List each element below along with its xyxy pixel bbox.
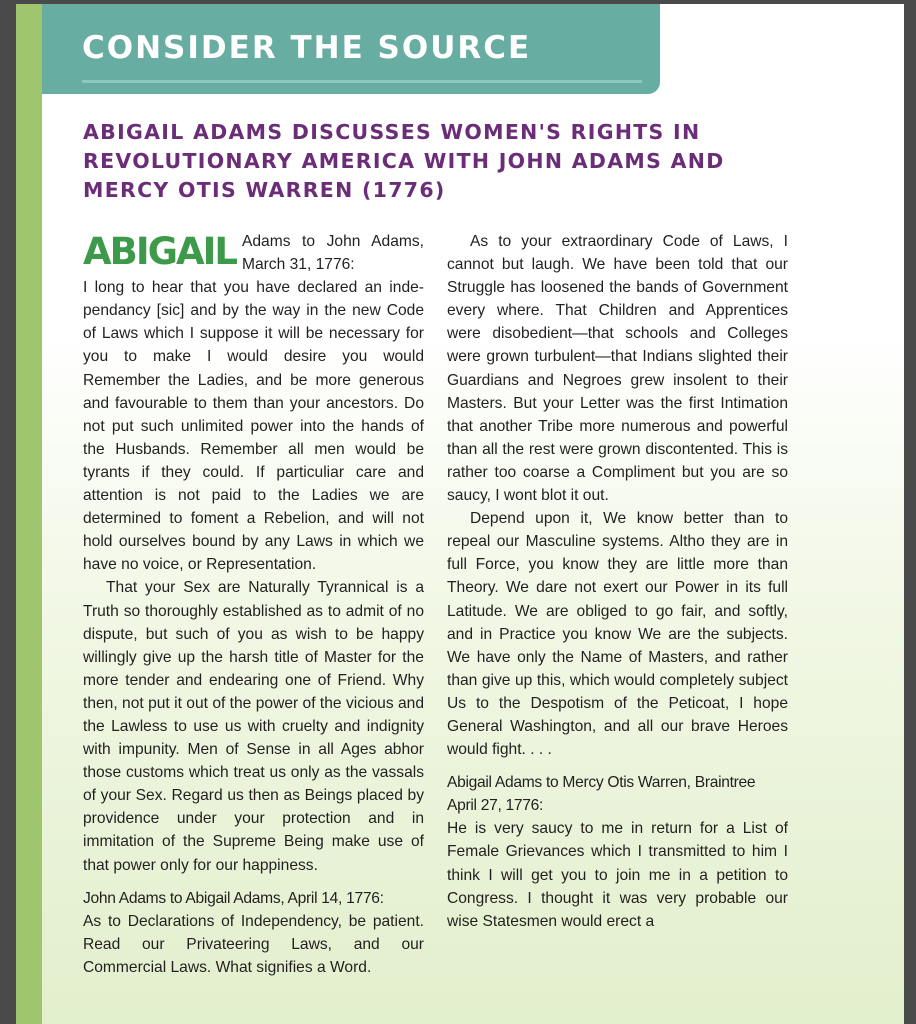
letter-attribution: Abigail Adams to Mercy Otis Warren, Braintree April 27, 1776:: [447, 774, 756, 815]
letter-intro: [83, 230, 424, 276]
letter-attribution: John Adams to Abigail Adams, April 14, 1776:: [83, 889, 384, 907]
document-page: [16, 4, 904, 1024]
paragraph: As to Declarations of Independency, be patient. Read our Privateering Laws, and our Commercial Laws. What signifies a Word.: [83, 912, 424, 976]
left-accent-bar: [16, 4, 42, 1024]
paragraph: Depend upon it, We know better than to repeal our Masculine systems. Altho they are in full Force, you know they are little more than Theory. We dare not exert our Power in its full Latitude. We are obliged to go fair, and softly, and in Practice you know We are the subjects. We have only the Name of Masters, and rather than give up this, which would completely subject Us to the Despotism of the Peticoat, I hope General Washington, and all our brave Heroes would fight. . . .: [447, 510, 788, 759]
text-column-left: [83, 230, 424, 979]
section-banner: [42, 4, 660, 94]
paragraph: He is very saucy to me in return for a List of Female Grievances which I transmitted to him I think I will get you to join me in a petition to Congress. I thought it was very probable our wise Statesmen would erect a: [447, 820, 788, 930]
paragraph: As to your extraordinary Code of Laws, I cannot but laugh. We have been told that our Struggle has loosened the bands of Government every where. That Children and Apprentices were disobedient—that schools and Colleges were grown turbulent—that Indians slighted their Guardians and Negroes grew insolent to their Masters. But your Letter was the first Intimation that another Tribe more numerous and powerful than all the rest were grown discontented. This is rather too coarse a Compliment but you are so saucy, I wont blot it out.: [447, 233, 788, 505]
paragraph: That your Sex are Naturally Tyrannical is a Truth so thoroughly established as to admit of no dispute, but such of you as wish to be happy willingly give up the harsh title of Master for the more tender and endearing one of Friend. Why then, not put it out of the power of the vicious and the Lawless to use us with cruelty and indignity with impunity. Men of Sense in all Ages abhor those customs which treat us only as the vassals of your Sex. Regard us then as Beings placed by providence under your protection and in immitation of the Supreme Being make use of that power only for our happiness.: [83, 579, 424, 874]
banner-divider: [82, 80, 642, 83]
letter-attribution: Adams to John Adams, March 31, 1776:: [241, 233, 424, 274]
banner-title: CONSIDER THE SOURCE: [82, 30, 532, 66]
paragraph: I long to hear that you have declared an independancy [sic] and by the way in the new Code of Laws which I suppose it will be necessary for you to make I would desire you would Remember the Ladies, and be more generous and favourable to them than your ancestors. Do not put such unlimited power into the hands of the Husbands. Remember all men would be tyrants if they could. If particuliar care and attention is not paid to the Ladies we are determined to foment a Rebelion, and will not hold ourselves bound by any Laws in which we have no voice, or Representation.: [83, 279, 424, 574]
article-headline: ABIGAIL ADAMS DISCUSSES WOMEN'S RIGHTS IN REVOLUTIONARY AMERICA WITH JOHN ADAMS AND MERCY OTIS WARREN (1776): [83, 120, 725, 202]
text-column-right: [447, 230, 788, 933]
drop-cap: ABIGAIL: [83, 230, 236, 273]
